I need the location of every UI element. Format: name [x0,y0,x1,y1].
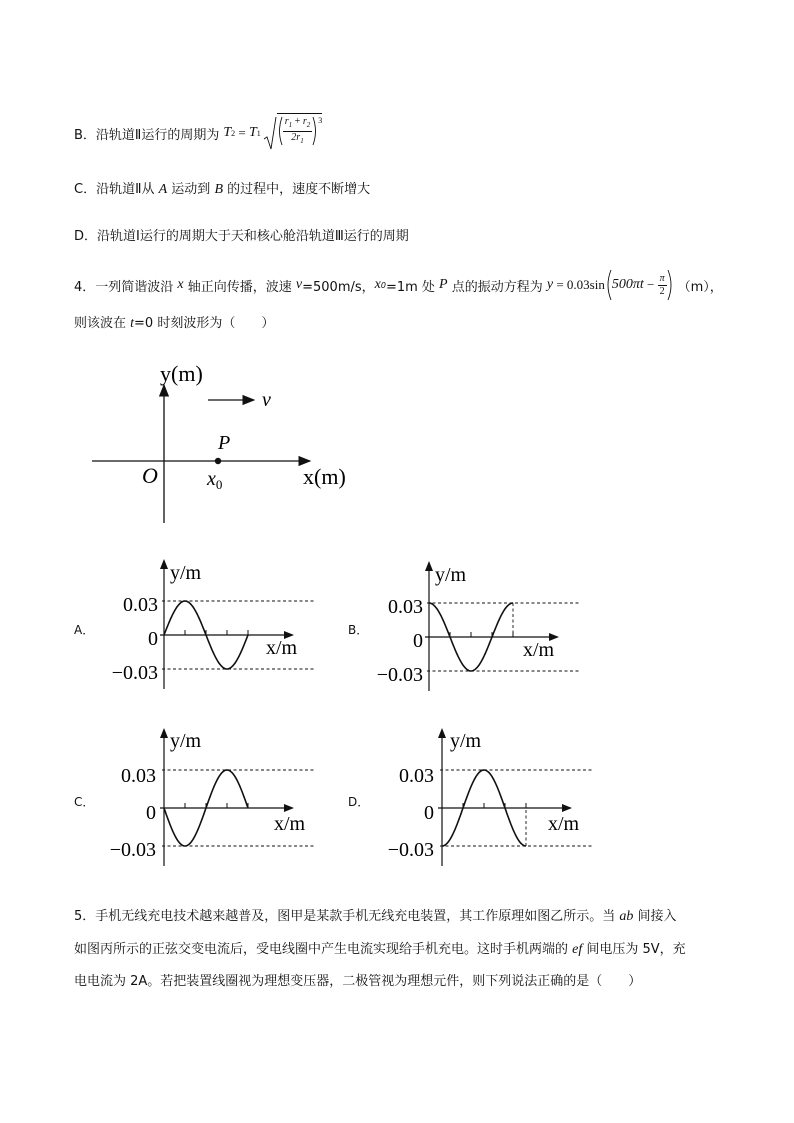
origin-label: O [142,463,158,488]
q3-option-d: D．沿轨道Ⅰ运行的周期大于天和核心舱沿轨道Ⅲ运行的周期 [74,229,409,244]
x-axis-label: x/m [274,813,306,835]
y-axis-arrow-icon [425,561,433,571]
tick-label-bottom: −0.03 [376,664,423,686]
option-d-label: D． [348,795,370,809]
option-c-label: C． [74,795,95,809]
y-axis-arrow-icon [160,559,168,569]
q3-option-b-formula: T 2 = T 1 $\frac{r_1 + r_2}{2r_1}$ $^3$ [223,115,322,151]
tick-label-bottom: −0.03 [109,839,156,861]
x-axis-label: x/m [266,637,298,659]
q5-stem-line2: 如图丙所示的正弦交变电流后，受电线圈中产生电流实现给手机充电。这时手机两端的 ef 间电压为 5V，充 [74,942,686,957]
left-paren-icon [605,269,612,301]
y-axis-label: y/m [450,730,482,752]
q4-stem-line2: 则该波在 t=0 时刻波形为（ ） [74,316,275,331]
y-axis-arrow-icon [438,728,446,738]
tick-label-top: 0.03 [121,765,156,787]
q3-option-b-text: B．沿轨道Ⅱ运行的周期为 [74,127,220,143]
y-axis-label: y/m [435,564,467,586]
option-b-label: B． [348,623,369,637]
q4-main-figure [80,355,370,530]
tick-label-bottom: −0.03 [111,662,158,684]
x0-label: $x_0$ [207,468,223,492]
option-c-figure[interactable] [98,727,328,867]
velocity-label: v [262,389,271,411]
y-axis-label: y/m [170,562,202,584]
q3-option-b-power: 3 [318,116,323,125]
q5-stem-line1: 5．手机无线充电技术越来越普及，图甲是某款手机无线充电装置，其工作原理如图乙所示。当 ab 间接入 [74,909,677,924]
tick-label-zero: 0 [148,628,158,650]
q5-stem-line3: 电电流为 2A。若把装置线圈视为理想变压器，二极管视为理想元件，则下列说法正确的是（ ） [74,974,642,989]
x-axis-label: x/m [548,813,580,835]
q3-option-b [74,118,322,148]
sqrt-body [277,113,322,147]
option-a-figure[interactable] [100,558,330,693]
tick-label-top: 0.03 [123,594,158,616]
sqrt-sign-icon [263,115,277,151]
x-axis-arrow-icon [562,804,572,812]
tick-label-zero: 0 [413,630,423,652]
option-a-label: A． [74,623,95,637]
x-axis-arrow-icon [284,804,294,812]
right-paren-icon [667,269,674,301]
tick-label-zero: 0 [146,802,156,824]
point-p [215,458,221,464]
tick-label-top: 0.03 [399,765,434,787]
tick-label-bottom: −0.03 [387,839,434,861]
y-axis-label: y(m) [160,361,203,386]
x-axis-label: x/m [523,639,555,661]
tick-label-zero: 0 [424,802,434,824]
q4-vibration-equation: y = 0.03sin 500πt − $\frac{\pi}{2}$ [547,269,674,301]
y-axis-arrow-icon [160,728,168,738]
q4-stem-line1: 4．一列简谐波沿 x 轴正向传播，波速 v =500m/s， x 0 =1m 处 P 点的振动方程为 y = 0.03sin 500πt − $\frac{\pi}{2}$ （m）， [74,270,723,300]
q3-option-b-fraction: $\frac{r_1 + r_2}{2r_1}$ [284,116,311,145]
q3-option-c: C．沿轨道Ⅱ从 A 运动到 B 的过程中，速度不断增大 [74,182,371,197]
option-b-figure[interactable] [365,560,595,695]
tick-label-top: 0.03 [388,596,423,618]
point-p-label: P [218,432,231,454]
y-axis-label: y/m [170,730,202,752]
option-d-figure[interactable] [376,727,606,867]
x-axis-label: x(m) [303,464,346,489]
